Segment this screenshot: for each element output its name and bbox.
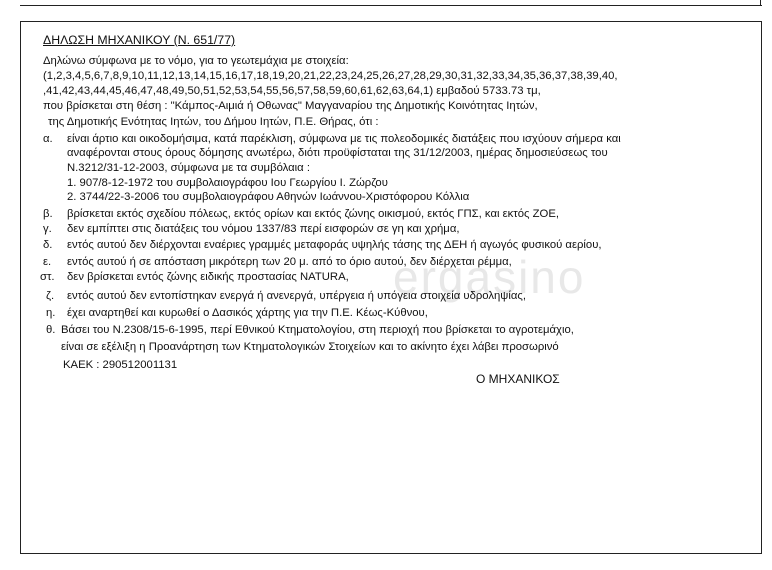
item-th-line-1: Βάσει του Ν.2308/15-6-1995, περί Εθνικού Κτηματολογίου, στη περιοχή που βρίσκεται το αγροτεμάχιο, [61,324,574,336]
item-a-line-2: αναφέρονται στους όρους δόμησης ανωτέρω, διότι προϋφίσταται της 31/12/2003, ημέρας δημοσιεύσεως του [67,147,608,159]
item-z-marker: ζ. [46,290,55,302]
item-c-text: δεν εμπίπτει στις διατάξεις του νόμου 1337/83 περί εισφορών σε γη και χρήμα, [67,223,460,235]
item-a-sub-2: 2. 3744/22-3-2006 του συμβολαιογράφου Αθηνών Ιωάννου-Χριστόφορου Κόλλια [67,191,470,203]
item-a-line-3: Ν.3212/31-12-2003, σύμφωνα με τα συμβόλαια : [67,162,310,174]
kaek-code: ΚΑΕΚ : 290512001131 [63,359,178,371]
location-line-2: της Δημοτικής Ενότητας Ιητών, του Δήμου Ιητών, Π.Ε. Θήρας, ότι : [48,116,379,128]
item-a-sub-1: 1. 907/8-12-1972 του συμβολαιογράφου Ιου Γεωργίου Ι. Ζώρζου [67,177,388,189]
item-e-marker: ε. [43,256,52,268]
item-c-marker: γ. [43,223,52,235]
item-st-text: δεν βρίσκεται εντός ζώνης ειδικής προστασίας NATURA, [67,271,349,283]
item-d-marker: δ. [43,239,53,251]
item-b-marker: β. [43,208,53,220]
location-line-1: που βρίσκεται στη θέση : "Κάμπος-Αιμιά ή Οθωνας" Μαγγαναρίου της Δημοτικής Κοινότητας Ιητών, [43,100,538,112]
item-th-marker: θ. [46,324,56,336]
top-right-corner-line [760,0,761,6]
item-th-line-2: είναι σε εξέλιξη η Προανάρτηση των Κτηματολογικών Στοιχείων και το ακίνητο έχει λάβει προσωρινό [61,341,559,353]
item-a-line-1: είναι άρτιο και οικοδομήσιμα, κατά παρέκλιση, σύμφωνα με τις πολεοδομικές διατάξεις που ισχύουν σήμερα και [67,133,621,145]
intro-text: Δηλώνω σύμφωνα με το νόμο, για το γεωτεμάχια με στοιχεία: [43,55,349,67]
item-st-marker: στ. [40,271,55,283]
item-a-marker: α. [43,133,53,145]
parcels-line-2: ,41,42,43,44,45,46,47,48,49,50,51,52,53,54,55,56,57,58,59,60,61,62,63,64,1) εμβαδού 5733.73 τμ, [43,85,541,97]
watermark: ergasino [393,251,586,303]
item-z-text: εντός αυτού δεν εντοπίστηκαν ενεργά ή ανενεργά, υπέργεια ή υπόγεια στοιχεία υδροληψίας, [67,290,526,302]
item-e-text: εντός αυτού ή σε απόσταση μικρότερη των 20 μ. από το όριο αυτού, δεν διέρχεται ρέμμα, [67,256,512,268]
item-b-text: βρίσκεται εκτός σχεδίου πόλεως, εκτός ορίων και εκτός ζώνης οικισμού, εκτός ΓΠΣ, και εκτός ΖΟΕ, [67,208,559,220]
item-h-marker: η. [46,307,56,319]
engineer-signature-label: Ο ΜΗΧΑΝΙΚΟΣ [476,372,560,386]
top-border-line [20,5,762,6]
engineer-declaration-document [20,21,762,554]
parcels-line-1: (1,2,3,4,5,6,7,8,9,10,11,12,13,14,15,16,17,18,19,20,21,22,23,24,25,26,27,28,29,30,31,32,33,34,35,36,37,38,39,40, [43,70,618,82]
document-title: ΔΗΛΩΣΗ ΜΗΧΑΝΙΚΟΥ (Ν. 651/77) [43,33,236,47]
item-h-text: έχει αναρτηθεί και κυρωθεί ο Δασικός χάρτης για την Π.Ε. Κέως-Κύθνου, [67,307,428,319]
item-d-text: εντός αυτού δεν διέρχονται εναέριες γραμμές μεταφοράς υψηλής τάσης της ΔΕΗ ή αγωγός φυσικού αερίου, [67,239,602,251]
